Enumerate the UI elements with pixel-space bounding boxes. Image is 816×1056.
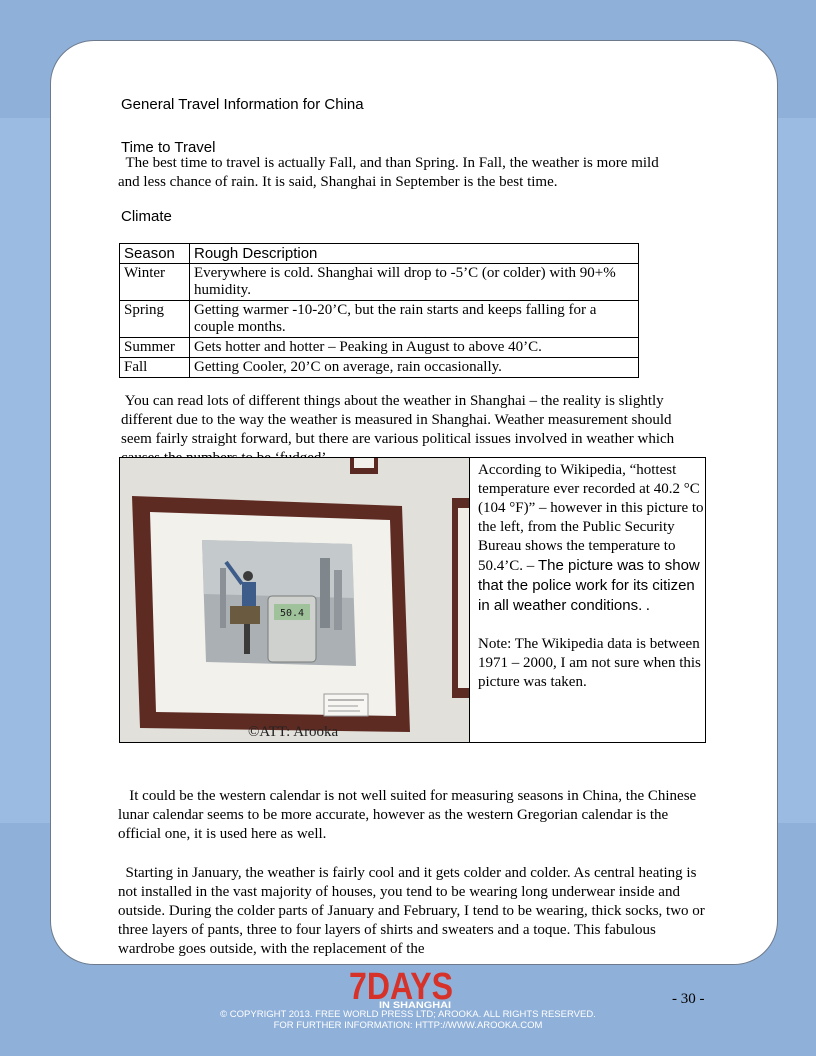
photo-text-main: According to Wikipedia, “hottest temperature ever recorded at 40.2 °C (104 °F)” – however in this picture to the left, from the Public Security Bureau shows the temperature to 50.4’C. – — [478, 462, 704, 574]
weather-paragraph: You can read lots of different things about the weather in Shanghai – the reality is slightly different due to the way the weather is measured in Shanghai. Weather measurement should seem fairly straight forward, but there are various political issues involved in weather which — [121, 393, 675, 447]
climate-table — [119, 243, 639, 378]
description-cell: Everywhere is cold. Shanghai will drop to -5’C (or colder) with 90+% humidity. — [190, 264, 639, 301]
season-cell: Winter — [120, 264, 190, 301]
description-cell: Getting warmer -10-20’C, but the rain starts and keeps falling for a couple months. — [190, 301, 639, 338]
column-header-season: Season — [120, 244, 190, 264]
seven-days-logo — [347, 967, 457, 1009]
page-heading: General Travel Information for China — [121, 96, 364, 113]
table-row — [120, 358, 639, 378]
photo-cell — [120, 458, 470, 742]
photo-description — [478, 461, 704, 692]
season-cell: Summer — [120, 338, 190, 358]
page-card — [50, 40, 778, 965]
climate-title: Climate — [121, 208, 172, 225]
logo-big-text: 7DAYS — [349, 967, 453, 1008]
page-number: - 30 - — [672, 991, 705, 1007]
photo-text-sans: The picture was to show that the police work for its citizen in all weather conditions. — [478, 557, 700, 614]
table-row — [120, 264, 639, 301]
january-paragraph: Starting in January, the weather is fairly cool and it gets colder and colder. As central heating is not installed in the vast majority of houses, you tend to be wearing long underwear inside and outside. During the colder parts of January and February, I tend to be wearing, thick socks, two or three layers of pants, three to four layers of shirts and sweaters and a toque. This fabulous wardrobe goes outside, with the replacement of the — [118, 865, 705, 957]
calendar-paragraph: It could be the western calendar is not well suited for measuring seasons in China, the Chinese lunar calendar seems to be more accurate, however as the western Gregorian calendar is the official one, it is used here as well. — [118, 788, 697, 842]
season-cell: Fall — [120, 358, 190, 378]
table-row — [120, 301, 639, 338]
photo-text-tail: . — [646, 598, 650, 614]
framed-photo-image — [120, 458, 470, 742]
description-cell: Getting Cooler, 20’C on average, rain occasionally. — [190, 358, 639, 378]
logo-small-text: IN SHANGHAI — [379, 1000, 451, 1009]
time-to-travel-title: Time to Travel — [121, 139, 216, 156]
season-cell: Spring — [120, 301, 190, 338]
column-header-description: Rough Description — [190, 244, 639, 264]
photo-caption: ©ATT: Arooka — [248, 724, 339, 740]
photo-box — [119, 457, 706, 743]
meter-reading: 50.4 — [279, 608, 305, 619]
footer — [0, 1009, 816, 1031]
footer-copyright: © COPYRIGHT 2013. FREE WORLD PRESS LTD; AROOKA. ALL RIGHTS RESERVED. — [220, 1009, 596, 1020]
footer-info: FOR FURTHER INFORMATION: HTTP://WWW.AROOKA.COM — [273, 1020, 543, 1031]
table-header-row — [120, 244, 639, 264]
table-row — [120, 338, 639, 358]
description-cell: Gets hotter and hotter – Peaking in August to above 40’C. — [190, 338, 639, 358]
photo-note: Note: The Wikipedia data is between 1971 – 2000, I am not sure when this picture was taken. — [478, 636, 701, 690]
time-to-travel-text: The best time to travel is actually Fall, and than Spring. In Fall, the weather is more mild and less chance of rain. It is said, Shanghai in September is the best time. — [118, 155, 659, 190]
